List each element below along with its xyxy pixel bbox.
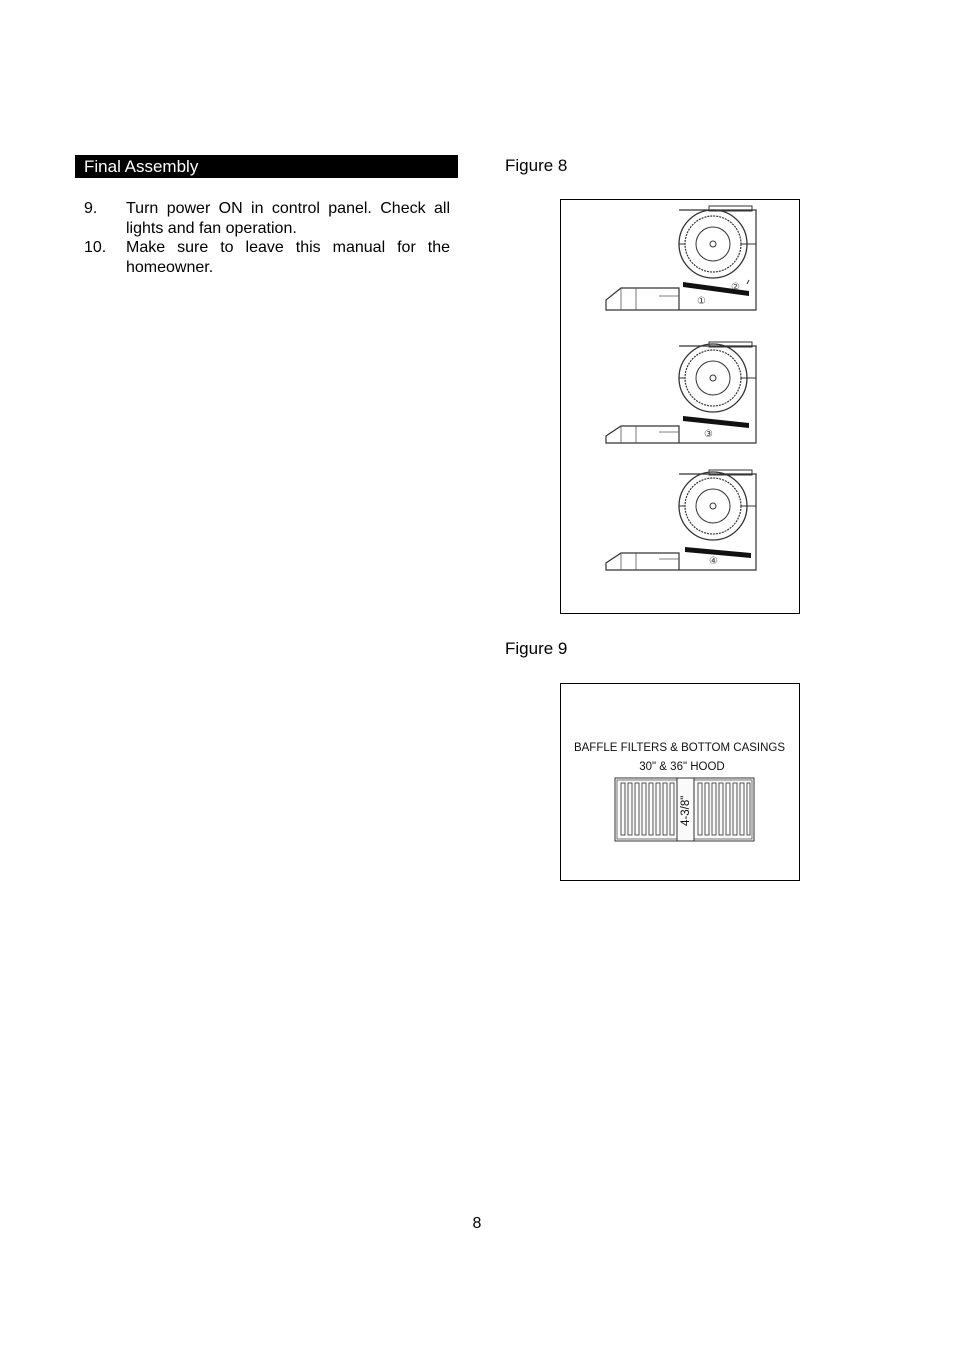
figure-9-title: BAFFLE FILTERS & BOTTOM CASINGS	[573, 742, 786, 754]
step-text: Turn power ON in control panel. Check all lights and fan operation.	[126, 200, 450, 237]
page-number: 8	[472, 1215, 482, 1232]
baffle-filter-diagram	[615, 778, 754, 841]
callout-4: ④	[709, 556, 718, 567]
figure-9	[560, 683, 800, 881]
figure-9-label: Figure 9	[505, 639, 568, 658]
callout-1: ①	[697, 296, 706, 307]
dimension-label: 4-3/8"	[680, 795, 692, 826]
instruction-list	[84, 199, 450, 277]
blower-diagram-3	[606, 470, 756, 570]
figure-8-label: Figure 8	[505, 156, 568, 175]
step-text: Make sure to leave this manual for the homeowner.	[126, 239, 450, 276]
blower-diagram-2	[606, 342, 756, 443]
figure-9-subtitle: 30" & 36" HOOD	[639, 761, 725, 773]
list-item	[84, 199, 450, 238]
blower-diagram-1	[606, 206, 756, 310]
figure-9-illustration	[561, 684, 798, 879]
callout-3: ③	[704, 429, 713, 440]
list-item	[84, 238, 450, 277]
figure-8-illustration	[561, 200, 798, 612]
step-number: 9.	[84, 200, 98, 217]
figure-8	[560, 199, 800, 614]
step-number: 10.	[84, 239, 107, 256]
section-header: Final Assembly	[75, 155, 458, 178]
callout-2: ②	[731, 282, 740, 293]
